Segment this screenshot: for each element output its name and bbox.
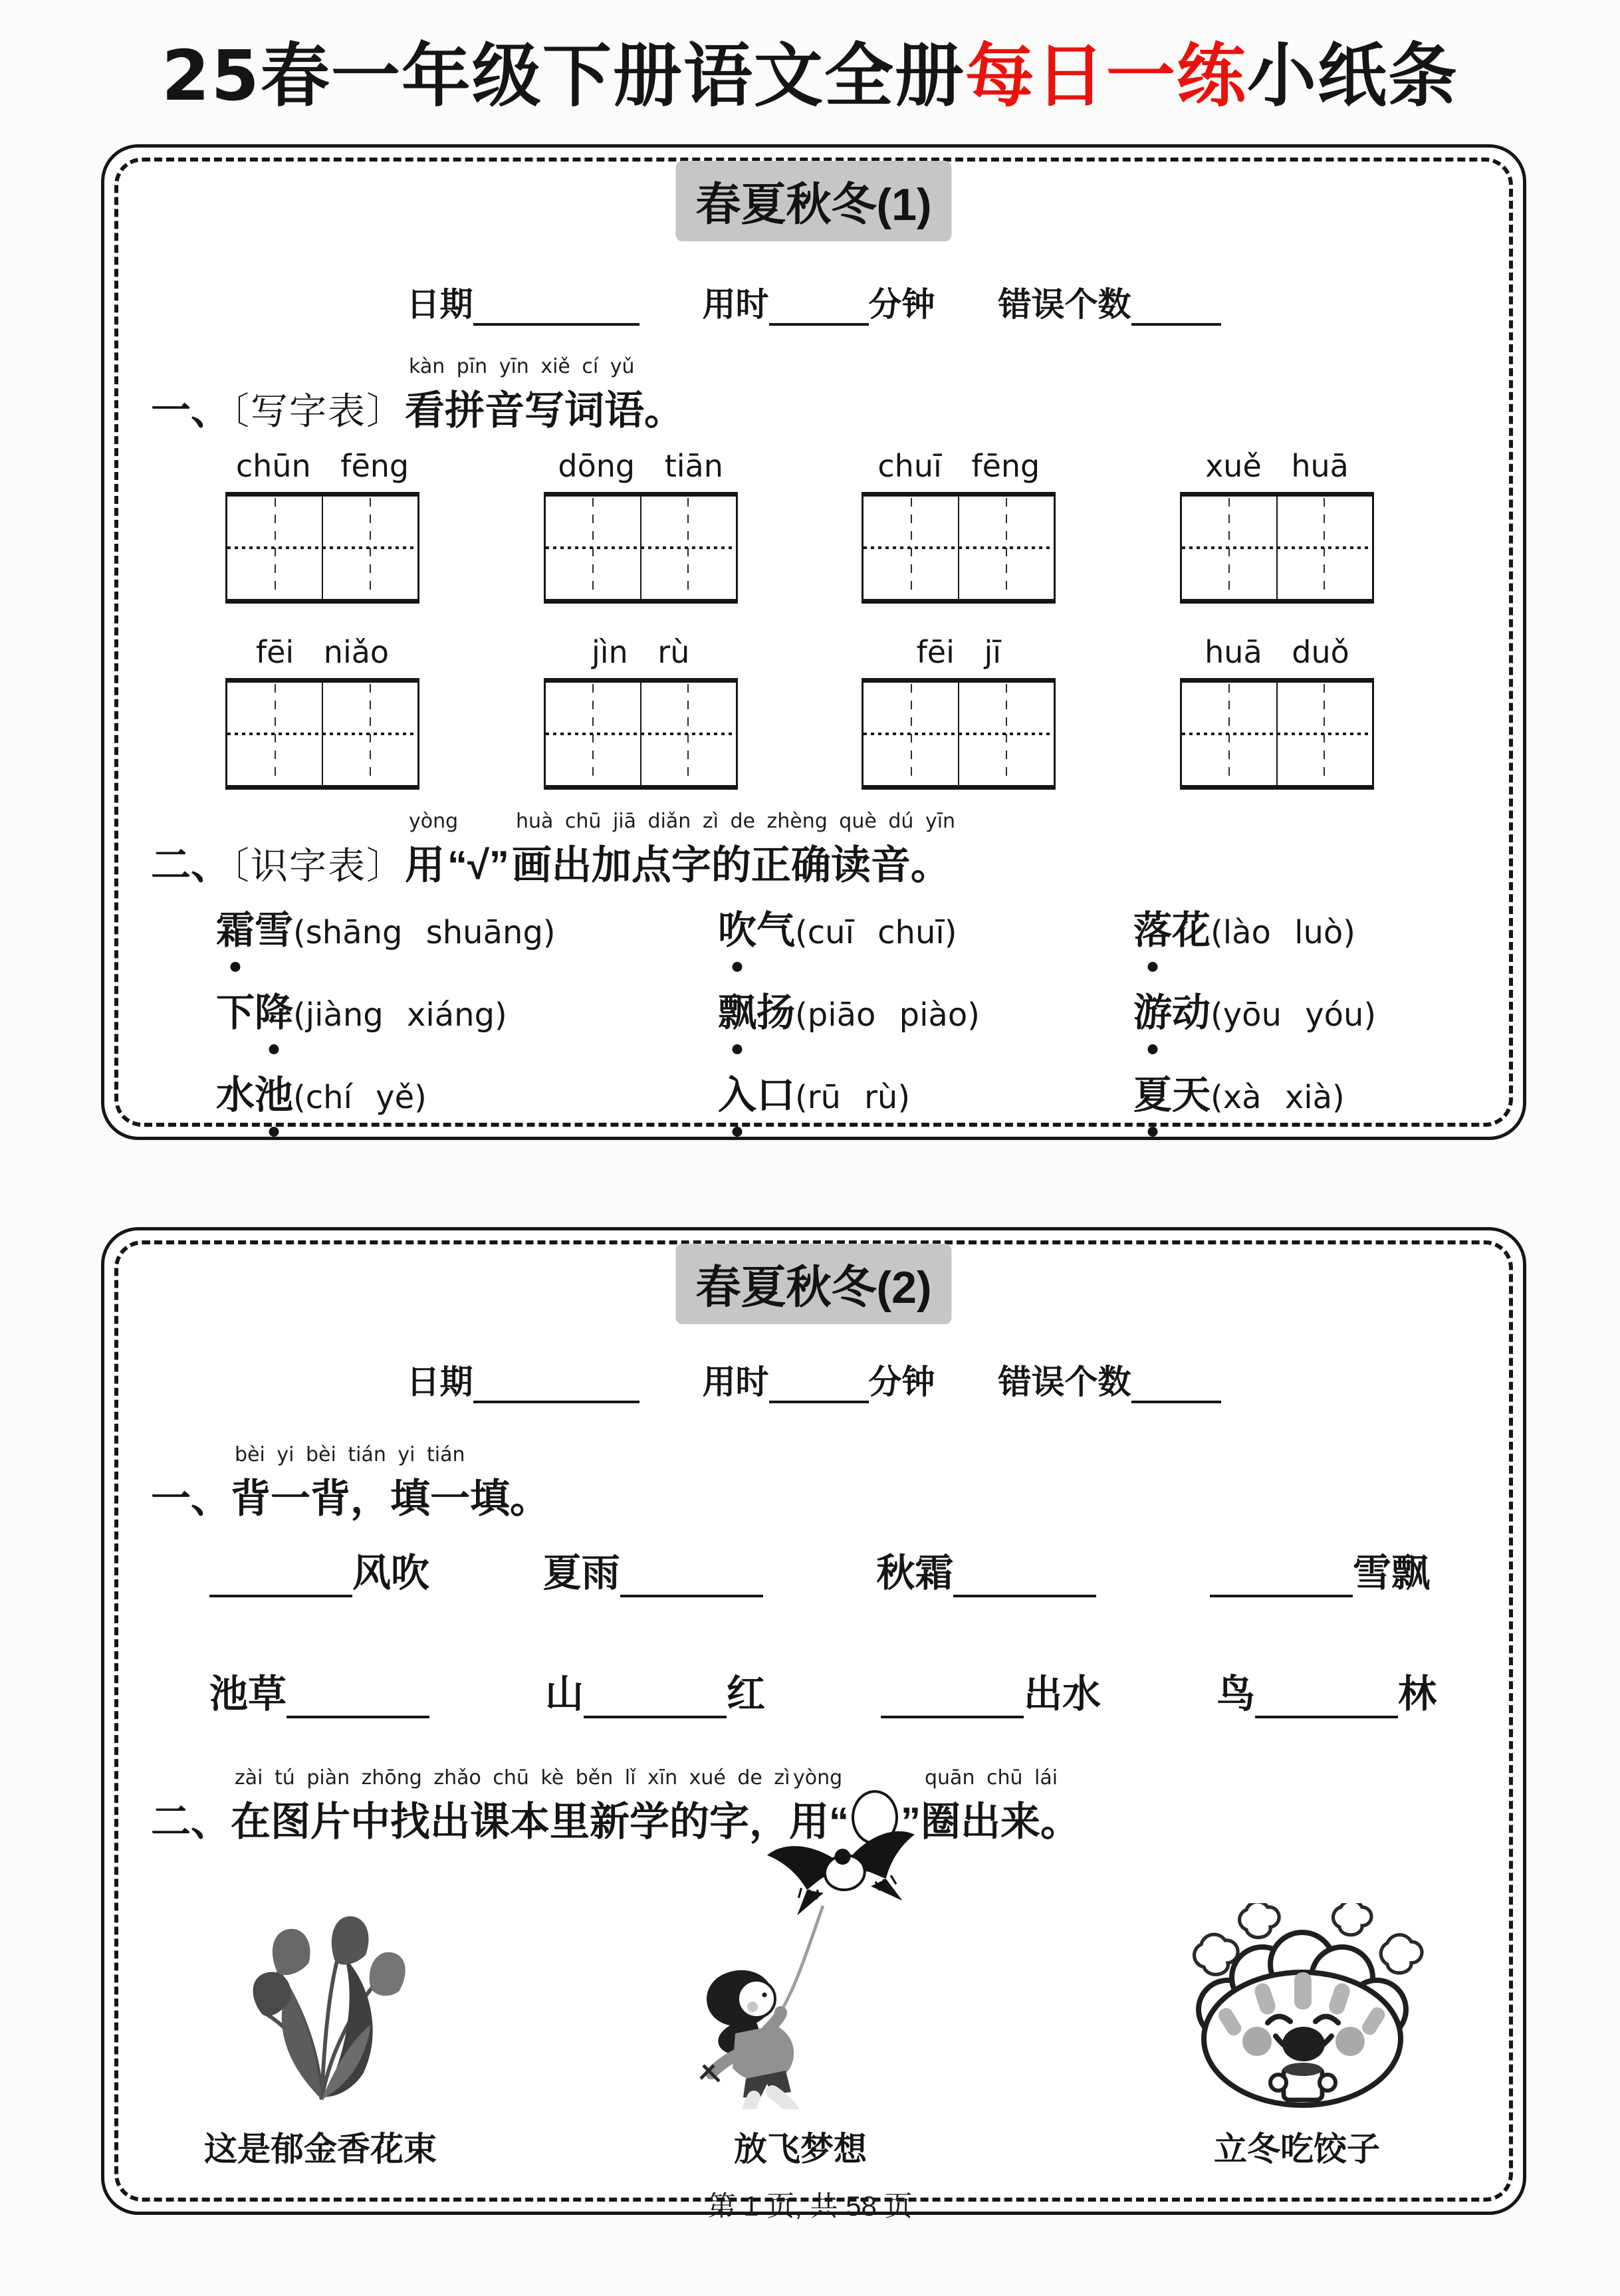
fill-text: 夏雨: [542, 1551, 620, 1595]
pinyin-hint: yòng: [409, 810, 459, 833]
minutes-label: 分钟: [868, 286, 935, 323]
section-title-badge: 春夏秋冬(2): [675, 1244, 951, 1324]
blank-line: [881, 1673, 1024, 1718]
meta-row: [104, 1355, 1523, 1403]
pinyin-label: xuě huā: [1205, 448, 1349, 484]
time-field: [703, 1355, 935, 1403]
word-char: 降: [255, 981, 293, 1037]
word-item: [718, 981, 1133, 1037]
fill-text: 秋霜: [876, 1551, 954, 1595]
exercise-instruction: 用: [405, 843, 445, 887]
exercise-number: 一、: [151, 1476, 231, 1521]
pinyin-options: (jiàng xiáng): [293, 996, 507, 1034]
word-item: [216, 1064, 718, 1119]
grid-item: [862, 448, 1056, 604]
figure-dumpling: [1164, 1903, 1430, 2170]
word-char: 落: [1133, 899, 1172, 955]
exercise2-header: [151, 810, 956, 891]
word-char: 动: [1172, 991, 1211, 1034]
grid-item: [225, 448, 419, 604]
character-writing-box: [225, 492, 419, 604]
word-char: 雪: [255, 909, 294, 952]
minutes-label: 分钟: [868, 1363, 935, 1401]
worksheet-card-1: [101, 144, 1526, 1140]
blank-line: [584, 1673, 727, 1718]
character-writing-box: [1180, 492, 1374, 604]
fill-item: [1210, 1542, 1430, 1597]
page-number-footer: 第 1 页, 共 58 页: [707, 2190, 913, 2222]
pinyin-options: (chí yě): [293, 1079, 427, 1116]
word-char: 吹: [718, 899, 756, 955]
exercise1-header: [151, 1443, 550, 1524]
errors-label: 错误个数: [998, 286, 1131, 323]
character-writing-box: [225, 678, 419, 790]
fill-text: 鸟: [1216, 1672, 1255, 1716]
word-char: 气: [756, 909, 796, 952]
fill-text: 山: [544, 1672, 584, 1716]
exercise-instruction: 在图片中找出课本里新学的字，: [231, 1799, 789, 1844]
writing-grid-area: [225, 448, 1374, 790]
word-char: 飘: [718, 981, 756, 1037]
date-label: 日期: [406, 1363, 473, 1401]
pinyin-hint: kàn pīn yīn xiě cí yǔ: [409, 355, 635, 378]
time-label: 用时: [702, 1363, 769, 1401]
exercise-tag: 〔识字表〕: [231, 846, 405, 887]
word-item: [1133, 899, 1492, 955]
blank-line: [953, 1552, 1096, 1597]
fill-item: [543, 1542, 763, 1597]
blank-line: [620, 1552, 763, 1597]
pinyin-hint: quān chū lái: [925, 1766, 1058, 1789]
pinyin-options: (piāo piào): [795, 996, 980, 1034]
character-writing-box: [544, 678, 738, 790]
pinyin-hint: huà chū jiā diǎn zì de zhèng què dú yīn: [515, 810, 956, 833]
exercise1-header: [151, 355, 684, 436]
figure-caption: 这是郁金香花束: [204, 2130, 437, 2168]
fill-item: [1216, 1663, 1437, 1718]
quote-open: “: [829, 1799, 849, 1844]
fill-text: 林: [1397, 1672, 1437, 1716]
exercise-instruction: 看拼音写词语。: [405, 388, 684, 433]
fill-blank-row-1: [209, 1542, 1430, 1597]
figure-tulip: [204, 1890, 437, 2170]
grid-item: [544, 448, 738, 604]
time-field: [703, 278, 935, 326]
pinyin-label: chūn fēng: [235, 448, 409, 484]
meta-row: [104, 278, 1523, 326]
pinyin-label: huā duǒ: [1205, 634, 1349, 670]
worksheet-card-2: [101, 1227, 1526, 2215]
word-char: 口: [756, 1074, 796, 1117]
pinyin-hint: bèi yi bèi tián yi tián: [235, 1443, 465, 1466]
pinyin-options: (rū rù): [795, 1079, 911, 1116]
date-blank-line: [473, 286, 639, 326]
word-char: 入: [718, 1064, 756, 1119]
date-label: 日期: [406, 286, 473, 323]
tulip-bouquet-icon: [211, 1890, 430, 2109]
pinyin-label: dōng tiān: [558, 448, 723, 484]
time-label: 用时: [702, 286, 769, 323]
exercise-number: 二、: [151, 1799, 231, 1844]
circle-glyph: [852, 1790, 898, 1845]
word-char: 下: [216, 991, 255, 1034]
word-item: [1133, 1064, 1492, 1119]
pinyin-label: jìn rù: [591, 634, 690, 670]
pinyin-options: (shāng shuāng): [293, 914, 556, 951]
fill-blank-row-2: [209, 1663, 1437, 1718]
fill-text: 池草: [209, 1672, 287, 1716]
word-item: [216, 981, 718, 1037]
blank-line: [1255, 1673, 1398, 1718]
date-field: [407, 278, 639, 326]
word-char: 游: [1133, 981, 1172, 1037]
word-item: [718, 1064, 1133, 1119]
blank-line: [287, 1673, 429, 1718]
blank-line: [1210, 1552, 1353, 1597]
exercise2-header: [151, 1766, 1080, 1847]
character-writing-box: [862, 492, 1056, 604]
figure-caption: 立冬吃饺子: [1214, 2130, 1380, 2168]
errors-field: [998, 1355, 1221, 1403]
girl-flying-kite-icon: [674, 1823, 927, 2109]
check-mark-glyph: “√”: [447, 843, 509, 887]
pinyin-options: (xà xià): [1211, 1079, 1345, 1116]
page-title-black-prefix: 25春一年级下册语文全册: [162, 35, 965, 116]
pinyin-options: (yōu yóu): [1211, 996, 1377, 1034]
fill-item: [545, 1663, 765, 1718]
fill-text: 红: [727, 1672, 766, 1716]
errors-blank-line: [1131, 286, 1221, 326]
quote-close: ”: [901, 1799, 921, 1844]
grid-item: [862, 634, 1056, 790]
pinyin-hint: zài tú piàn zhōng zhǎo chū kè běn lǐ xīn xué de zì: [235, 1766, 790, 1789]
pinyin-options: (cuī chuī): [795, 914, 957, 951]
errors-field: [998, 278, 1221, 326]
page-title-black-suffix: 小纸条: [1246, 35, 1458, 116]
exercise-instruction: 用: [789, 1799, 829, 1844]
word-item: [216, 899, 718, 955]
word-char: 水: [216, 1074, 255, 1117]
blank-line: [209, 1552, 352, 1597]
grid-row-2: [225, 634, 1374, 790]
word-char: 天: [1172, 1074, 1211, 1117]
fill-text: 出水: [1023, 1672, 1101, 1716]
date-field: [407, 1355, 639, 1403]
pinyin-label: fēi niǎo: [255, 634, 390, 670]
exercise-instruction: 圈出来。: [921, 1799, 1080, 1844]
word-item: [1133, 981, 1492, 1037]
time-blank-line: [769, 286, 869, 326]
pronunciation-choice-list: [216, 899, 1492, 1119]
character-writing-box: [862, 678, 1056, 790]
errors-label: 错误个数: [998, 1363, 1131, 1401]
exercise-instruction: 画出加点字的正确读音。: [511, 843, 951, 887]
pinyin-options: (lào luò): [1211, 914, 1355, 951]
figure-kite-girl: [674, 1823, 927, 2170]
word-char: 花: [1172, 909, 1211, 952]
date-blank-line: [473, 1363, 639, 1403]
page-title: [0, 20, 1620, 120]
pinyin-label: fēi jī: [916, 634, 1002, 670]
pinyin-label: chuī fēng: [877, 448, 1040, 484]
time-blank-line: [769, 1363, 869, 1403]
page-title-red: 每日一练: [965, 35, 1247, 116]
grid-item: [1180, 448, 1374, 604]
word-char: 夏: [1133, 1064, 1172, 1119]
fill-text: 雪飘: [1352, 1551, 1430, 1595]
word-char: 扬: [756, 991, 796, 1034]
fill-text: 风吹: [352, 1551, 430, 1595]
word-char: 池: [255, 1064, 293, 1119]
exercise-tag: 〔写字表〕: [231, 392, 405, 433]
exercise-instruction: 背一背，填一填。: [231, 1476, 550, 1521]
figure-row: [204, 1823, 1430, 2170]
fill-item: [881, 1663, 1101, 1718]
dumpling-mascot-icon: [1164, 1903, 1430, 2109]
grid-item: [1180, 634, 1374, 790]
fill-item: [209, 1542, 429, 1597]
fill-item: [876, 1542, 1096, 1597]
character-writing-box: [544, 492, 738, 604]
errors-blank-line: [1131, 1363, 1221, 1403]
fill-item: [209, 1663, 429, 1718]
exercise-number: 二、: [151, 843, 231, 887]
figure-caption: 放飞梦想: [734, 2130, 867, 2168]
grid-item: [225, 634, 419, 790]
character-writing-box: [1180, 678, 1374, 790]
exercise-number: 一、: [151, 388, 231, 433]
grid-row-1: [225, 448, 1374, 604]
word-item: [718, 899, 1133, 955]
grid-item: [544, 634, 738, 790]
section-title-badge: 春夏秋冬(1): [675, 161, 951, 241]
pinyin-hint: yòng: [793, 1766, 843, 1789]
word-char: 霜: [216, 899, 255, 955]
